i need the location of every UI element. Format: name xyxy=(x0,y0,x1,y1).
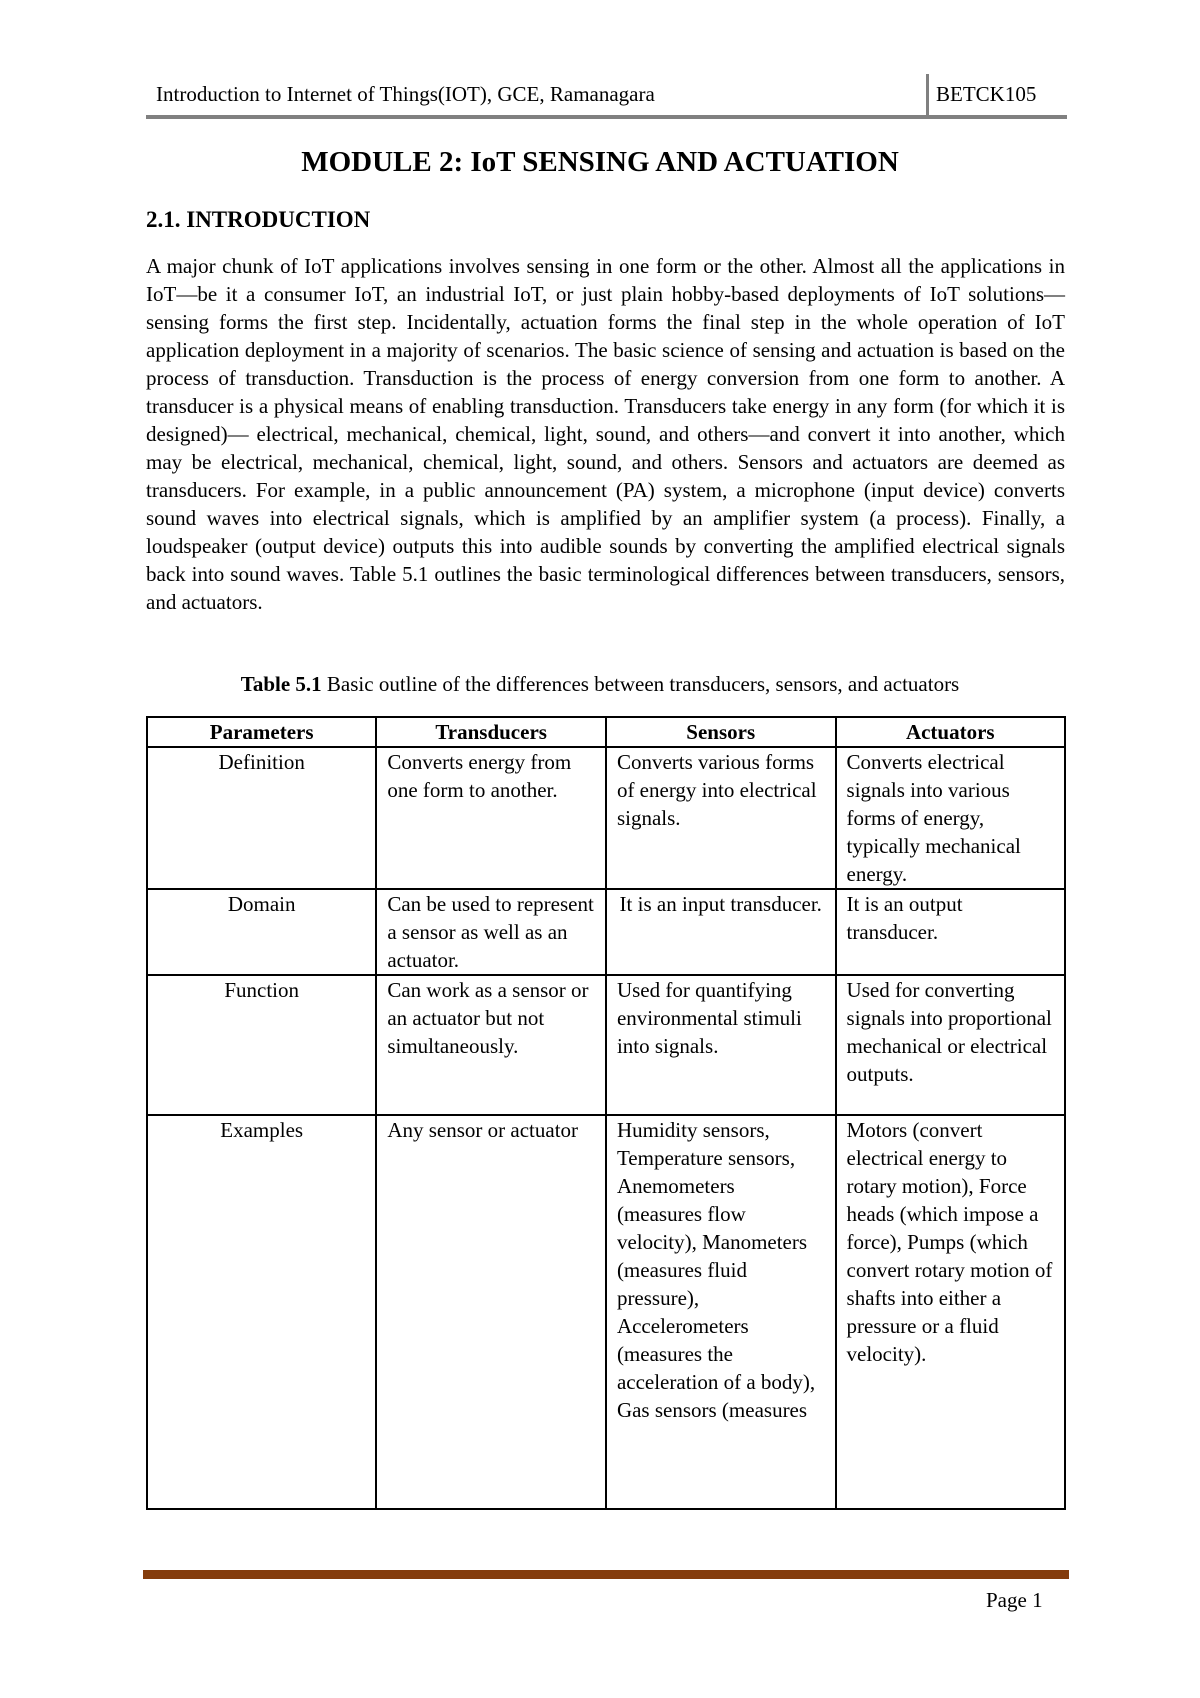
row-parameter: Examples xyxy=(147,1115,376,1509)
header-rule xyxy=(146,115,1067,119)
course-title: Introduction to Internet of Things(IOT), GCE, Ramanagara xyxy=(156,82,655,106)
cell-sensors: Humidity sensors, Temperature sensors, Anemometers (measures flow velocity), Manometers (measures fluid pressure), Accelerometers (measures the acceleration of a body), Gas sensors (measures xyxy=(606,1115,836,1509)
row-parameter: Domain xyxy=(147,889,376,975)
cell-transducers: Can work as a sensor or an actuator but not simultaneously. xyxy=(376,975,606,1115)
table-row xyxy=(147,747,1065,889)
cell-actuators: Motors (convert electrical energy to rotary motion), Force heads (which impose a force), Pumps (which convert rotary motion of shafts into either a pressure or a fluid velocity). xyxy=(836,1115,1065,1509)
page-header xyxy=(146,74,1066,118)
cell-sensors: Converts various forms of energy into electrical signals. xyxy=(606,747,836,889)
page-number: Page 1 xyxy=(986,1588,1043,1612)
cell-sensors: Used for quantifying environmental stimuli into signals. xyxy=(606,975,836,1115)
table-caption-text: Basic outline of the differences between transducers, sensors, and actuators xyxy=(321,672,960,696)
section-number: 2.1. xyxy=(146,207,181,232)
section-heading xyxy=(146,207,370,233)
cell-transducers: Converts energy from one form to another. xyxy=(376,747,606,889)
table-header-row xyxy=(147,717,1065,747)
cell-actuators: Used for converting signals into proportional mechanical or electrical outputs. xyxy=(836,975,1065,1115)
footer-bar xyxy=(143,1570,1069,1579)
header-parameters: Parameters xyxy=(147,717,376,747)
row-parameter: Definition xyxy=(147,747,376,889)
header-sensors: Sensors xyxy=(606,717,836,747)
cell-transducers: Any sensor or actuator xyxy=(376,1115,606,1509)
table-caption-label: Table 5.1 xyxy=(240,672,322,696)
table-row xyxy=(147,889,1065,975)
table-caption xyxy=(0,672,1200,697)
cell-actuators: It is an output transducer. xyxy=(836,889,1065,975)
comparison-table xyxy=(146,716,1066,1510)
table-row xyxy=(147,1115,1065,1509)
intro-paragraph: A major chunk of IoT applications involves sensing in one form or the other. Almost all the applications in IoT—be it a consumer IoT, an industrial IoT, or just plain hobby-based deployments of IoT solutions—sensing forms the first step. Incidentally, actuation forms the final step in the whole operation of IoT application deployment in a majority of scenarios. The basic science of sensing and actuation is based on the process of transduction. Transduction is the process of energy conversion from one form to another. A transducer is a physical means of enabling transduction. Transducers take energy in any form (for which it is designed)— electrical, mechanical, chemical, light, sound, and others—and convert it into another, which may be electrical, mechanical, chemical, light, sound, and others. Sensors and actuators are deemed as transducers. For example, in a public announcement (PA) system, a microphone (input device) converts sound waves into electrical signals, which is amplified by an amplifier system (a process). Finally, a loudspeaker (output device) outputs this into audible sounds by converting the amplified electrical signals back into sound waves. Table 5.1 outlines the basic terminological differences between transducers, sensors, and actuators. xyxy=(146,254,1065,614)
cell-actuators: Converts electrical signals into various forms of energy, typically mechanical energy. xyxy=(836,747,1065,889)
header-divider xyxy=(926,74,929,116)
table-row xyxy=(147,975,1065,1115)
header-transducers: Transducers xyxy=(376,717,606,747)
section-title: INTRODUCTION xyxy=(186,207,371,232)
row-parameter: Function xyxy=(147,975,376,1115)
cell-transducers: Can be used to represent a sensor as well as an actuator. xyxy=(376,889,606,975)
module-title: MODULE 2: IoT SENSING AND ACTUATION xyxy=(301,146,899,178)
header-actuators: Actuators xyxy=(836,717,1065,747)
cell-sensors: It is an input transducer. xyxy=(606,889,836,975)
course-code: BETCK105 xyxy=(936,82,1037,106)
